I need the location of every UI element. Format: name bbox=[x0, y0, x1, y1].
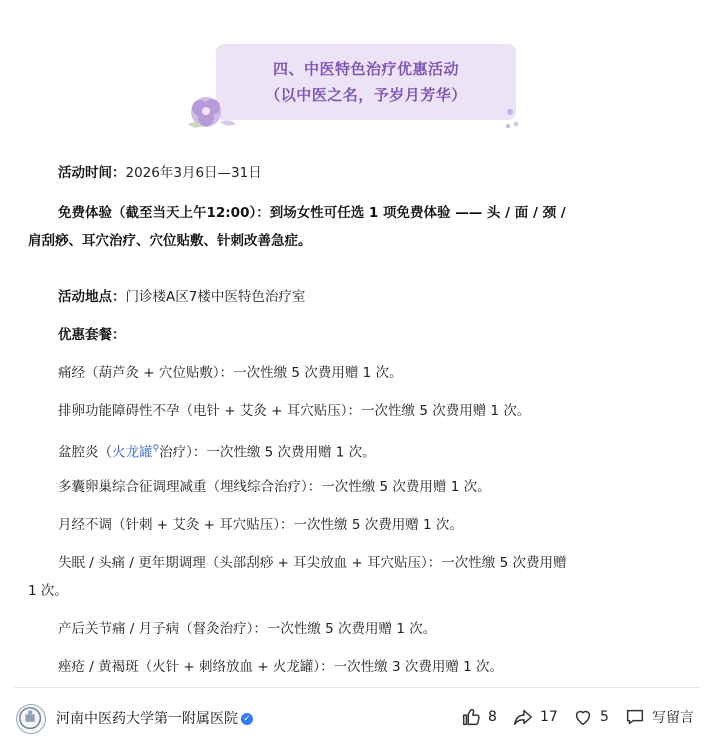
share-button[interactable] bbox=[512, 706, 558, 728]
pelvic-prefix: 盆腔炎（ bbox=[58, 444, 112, 461]
banner-background bbox=[216, 44, 516, 120]
search-icon[interactable]: ⚲ bbox=[152, 444, 160, 454]
thumbs-up-icon bbox=[460, 706, 482, 728]
activity-location bbox=[28, 284, 714, 310]
package-item-pelvic bbox=[28, 436, 714, 466]
huolongguan-link[interactable]: 火龙罐 bbox=[112, 444, 153, 461]
article-footer bbox=[0, 688, 714, 748]
account-name-row[interactable] bbox=[56, 708, 253, 728]
verified-icon: ✓ bbox=[241, 713, 253, 725]
package-item-insomnia-line2: 1 次。 bbox=[28, 583, 68, 599]
activity-location-value: 门诊楼A区7楼中医特色治疗室 bbox=[125, 289, 306, 305]
activity-location-label: 活动地点： bbox=[58, 289, 126, 305]
pelvic-suffix: 治疗）：一次性缴 5 次费用赠 1 次。 bbox=[159, 444, 376, 461]
decor-dots-icon bbox=[504, 104, 524, 134]
banner-subtitle: （以中医之名，予岁月芳华） bbox=[265, 86, 467, 104]
comment-icon bbox=[624, 706, 646, 728]
comment-button[interactable] bbox=[624, 706, 694, 728]
account-name[interactable]: 河南中医药大学第一附属医院 bbox=[56, 711, 238, 727]
hospital-logo-icon bbox=[17, 705, 45, 733]
share-count: 17 bbox=[540, 709, 558, 725]
activity-time bbox=[28, 160, 714, 186]
heart-icon bbox=[572, 706, 594, 728]
activity-time-value: 2026年3月6日—31日 bbox=[125, 165, 262, 181]
comment-label: 写留言 bbox=[652, 710, 694, 726]
package-label: 优惠套餐： bbox=[58, 327, 126, 343]
package-item: 排卵功能障碍性不孕（电针 + 艾灸 + 耳穴贴压）：一次性缴 5 次费用赠 1 次。 bbox=[58, 403, 531, 419]
favorite-count: 5 bbox=[600, 709, 609, 725]
favorite-button[interactable] bbox=[572, 706, 609, 728]
flower-icon bbox=[182, 90, 242, 134]
package-item-insomnia-line1: 失眠 / 头痛 / 更年期调理（头部刮痧 + 耳尖放血 + 耳穴贴压）：一次性缴 5 次费用赠 bbox=[58, 555, 567, 571]
package-item: 产后关节痛 / 月子病（督灸治疗）：一次性缴 5 次费用赠 1 次。 bbox=[58, 621, 437, 637]
like-count: 8 bbox=[488, 709, 497, 725]
free-trial-line2: 肩刮痧、耳穴治疗、穴位贴敷、针刺改善急症。 bbox=[28, 233, 312, 249]
activity-time-label: 活动时间： bbox=[58, 165, 126, 181]
free-trial-line1: 免费体验（截至当天上午12:00）：到场女性可任选 1 项免费体验 —— 头 / 面 / 颈 / bbox=[58, 205, 566, 221]
banner-title: 四、中医特色治疗优惠活动 bbox=[272, 60, 459, 78]
section-banner bbox=[182, 44, 522, 136]
package-item: 多囊卵巢综合征调理减重（埋线综合治疗）：一次性缴 5 次费用赠 1 次。 bbox=[58, 479, 491, 495]
hospital-logo[interactable] bbox=[16, 704, 46, 734]
share-icon bbox=[512, 706, 534, 728]
like-button[interactable] bbox=[460, 706, 497, 728]
package-item: 痛经（葫芦灸 + 穴位贴敷）：一次性缴 5 次费用赠 1 次。 bbox=[58, 365, 403, 381]
package-item: 月经不调（针刺 + 艾灸 + 耳穴贴压）：一次性缴 5 次费用赠 1 次。 bbox=[58, 517, 463, 533]
package-item: 痤疮 / 黄褐斑（火针 + 刺络放血 + 火龙罐）：一次性缴 3 次费用赠 1 次。 bbox=[58, 659, 504, 675]
